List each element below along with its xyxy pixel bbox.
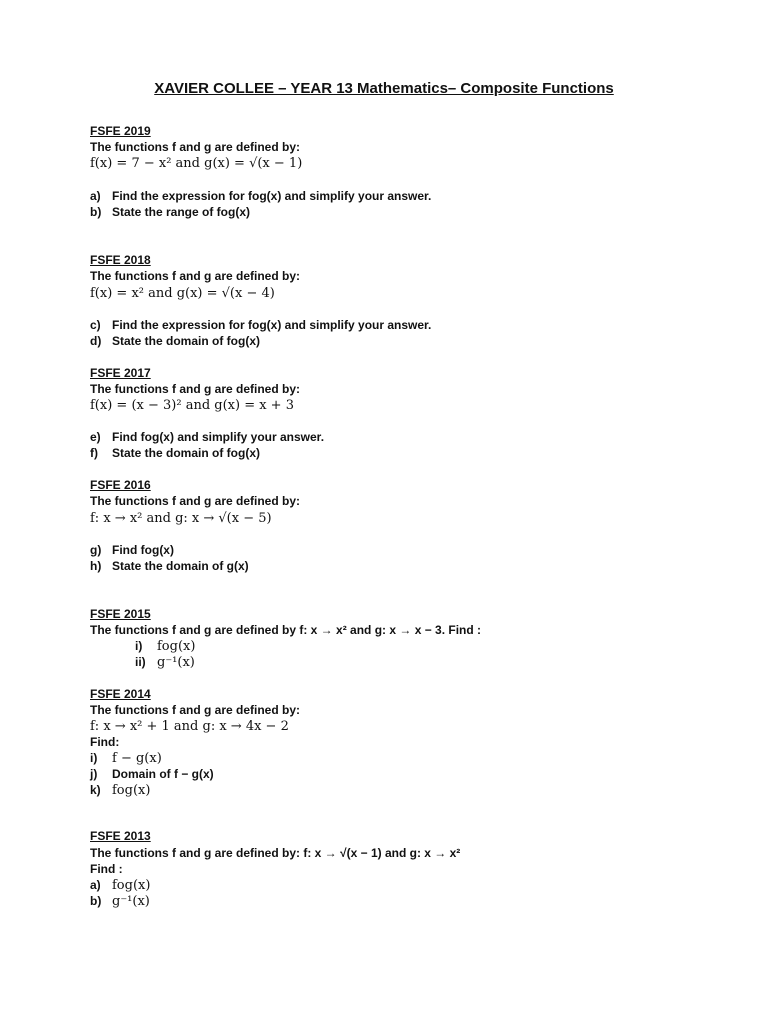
question-item <box>135 655 195 670</box>
section-heading-2018: FSFE 2018 <box>90 253 151 267</box>
question-item <box>90 783 150 798</box>
section-definition-2018: f(x) = x² and g(x) = √(x − 4) <box>90 286 275 301</box>
question-item <box>90 559 249 573</box>
section-heading-2014: FSFE 2014 <box>90 687 151 701</box>
section-definition-2014: f: x → x² + 1 and g: x → 4x − 2 <box>90 719 289 734</box>
question-label: c) <box>90 318 101 332</box>
question-item <box>90 767 214 781</box>
section-intro-2013: The functions f and g are defined by: f: x → √(x − 1) and g: x → x² <box>90 846 461 860</box>
question-item <box>90 189 431 203</box>
question-item <box>90 318 431 332</box>
section-definition-2016: f: x → x² and g: x → √(x − 5) <box>90 511 272 526</box>
section-intro-2016: The functions f and g are defined by: <box>90 494 301 508</box>
question-label: h) <box>90 559 102 573</box>
question-label: b) <box>90 894 102 908</box>
section-heading-2019: FSFE 2019 <box>90 124 151 138</box>
question-text: g⁻¹(x) <box>157 655 195 670</box>
question-label: b) <box>90 205 102 219</box>
section-intro-2014: The functions f and g are defined by: <box>90 703 301 717</box>
question-item <box>90 878 150 893</box>
section-heading-2017: FSFE 2017 <box>90 366 151 380</box>
question-label: g) <box>90 543 102 557</box>
section-heading-2016: FSFE 2016 <box>90 478 151 492</box>
section-intro-2019: The functions f and g are defined by: <box>90 140 301 154</box>
question-text: Find the expression for fog(x) and simplify your answer. <box>112 189 432 203</box>
question-text: fog(x) <box>157 639 196 654</box>
section-definition-2017: f(x) = (x − 3)² and g(x) = x + 3 <box>90 398 294 413</box>
section-intro-2018: The functions f and g are defined by: <box>90 269 301 283</box>
question-item <box>135 639 195 654</box>
question-text: fog(x) <box>112 783 151 798</box>
question-text: Find fog(x) <box>112 543 174 557</box>
find-label: Find: <box>90 735 120 749</box>
question-label: a) <box>90 189 101 203</box>
question-label: ii) <box>135 655 146 669</box>
page-title: XAVIER COLLEE – YEAR 13 Mathematics– Composite Functions <box>154 80 614 97</box>
section-intro-2017: The functions f and g are defined by: <box>90 382 301 396</box>
find-label: Find : <box>90 862 123 876</box>
section-heading-2013: FSFE 2013 <box>90 829 151 843</box>
question-label: e) <box>90 430 101 444</box>
question-label: j) <box>90 767 98 781</box>
question-text: State the domain of g(x) <box>112 559 249 573</box>
question-text: State the range of fog(x) <box>112 205 251 219</box>
question-label: f) <box>90 446 98 460</box>
question-text: g⁻¹(x) <box>112 894 150 909</box>
question-text: Find fog(x) and simplify your answer. <box>112 430 325 444</box>
question-label: i) <box>90 751 98 765</box>
question-label: a) <box>90 878 101 892</box>
question-item <box>90 894 150 909</box>
question-text: Find the expression for fog(x) and simplify your answer. <box>112 318 432 332</box>
question-text: Domain of f − g(x) <box>112 767 214 781</box>
question-item <box>90 543 174 557</box>
question-item <box>90 334 260 348</box>
section-definition-2019: f(x) = 7 − x² and g(x) = √(x − 1) <box>90 156 303 171</box>
question-item <box>90 446 260 460</box>
question-label: d) <box>90 334 102 348</box>
question-label: i) <box>135 639 143 653</box>
question-text: fog(x) <box>112 878 151 893</box>
section-heading-2015: FSFE 2015 <box>90 607 151 621</box>
section-intro-2015: The functions f and g are defined by f: x → x² and g: x → x − 3. Find : <box>90 623 482 637</box>
question-text: State the domain of fog(x) <box>112 334 260 348</box>
question-item <box>90 430 324 444</box>
question-item <box>90 751 162 766</box>
question-item <box>90 205 250 219</box>
question-text: State the domain of fog(x) <box>112 446 260 460</box>
question-text: f − g(x) <box>112 751 162 766</box>
question-label: k) <box>90 783 101 797</box>
